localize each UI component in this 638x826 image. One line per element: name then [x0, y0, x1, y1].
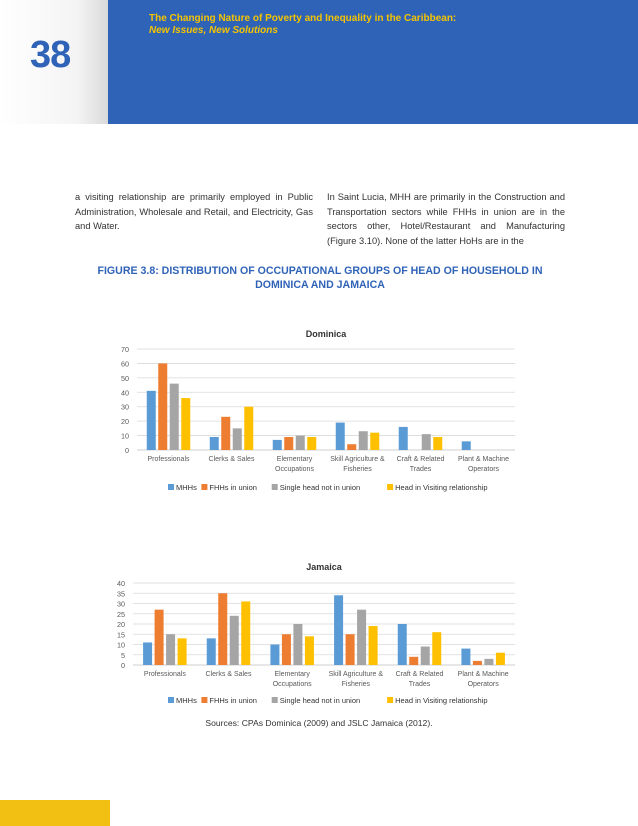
bar	[218, 593, 227, 665]
y-tick-label: 30	[117, 599, 125, 609]
book-subtitle: New Issues, New Solutions	[149, 25, 278, 36]
legend-swatch	[168, 697, 174, 703]
bar	[346, 634, 355, 665]
legend-label: Head in Visiting relationship	[395, 483, 488, 492]
body-text-left: a visiting relationship are primarily employed in Public Administration, Wholesale and Retail, and Electricity, Gas and Water.	[75, 192, 313, 232]
x-tick-label: Fisheries	[343, 466, 372, 473]
bar	[207, 638, 216, 665]
bar	[270, 645, 279, 666]
x-tick-label: Professionals	[143, 671, 186, 678]
y-tick-label: 20	[117, 620, 125, 629]
x-tick-label: Operators	[467, 466, 500, 473]
bar	[166, 634, 175, 665]
book-title: The Changing Nature of Poverty and Inequality in the Caribbean:	[149, 13, 457, 24]
bar	[496, 653, 505, 665]
figure-title-line-2: DOMINICA AND JAMAICA	[255, 279, 385, 291]
figure-source: Sources: CPAs Dominica (2009) and JSLC Jamaica (2012).	[205, 718, 433, 728]
legend-label: FHHs in union	[209, 696, 257, 705]
chart-title: Dominica	[305, 329, 347, 339]
footer-bar	[0, 800, 110, 826]
bar	[369, 626, 378, 665]
bar	[305, 636, 314, 665]
legend-swatch	[201, 697, 207, 703]
x-tick-label: Occupations	[272, 681, 312, 688]
y-tick-label: 20	[121, 417, 129, 427]
y-tick-label: 0	[121, 661, 125, 670]
legend-label: MHHs	[176, 483, 197, 492]
y-tick-label: 40	[121, 388, 129, 398]
y-tick-label: 15	[117, 630, 125, 640]
x-tick-label: Clerks & Sales	[208, 456, 255, 463]
x-tick-label: Plant & Machine	[458, 456, 509, 463]
x-tick-label: Operators	[467, 681, 499, 688]
x-tick-label: Craft & Related	[396, 456, 445, 463]
y-tick-label: 10	[121, 431, 129, 441]
legend-label: MHHs	[176, 696, 197, 705]
x-tick-label: Plant & Machine	[457, 671, 509, 678]
body-text-right: In Saint Lucia, MHH are primarily in the Construction and Transportation sectors while FHHs in union are in the sectors other, Hotel/Restaurant and Manufacturing (Figure 3.10). None of the latter HoHs are in the	[327, 192, 565, 247]
legend-swatch	[272, 697, 278, 703]
x-tick-label: Trades	[409, 466, 432, 473]
legend-label: Head in Visiting relationship	[395, 696, 488, 705]
bar	[282, 634, 291, 665]
legend-label: Single head not in union	[279, 696, 361, 705]
bar	[334, 595, 343, 665]
chart-title: Jamaica	[306, 562, 342, 572]
x-tick-label: Skill Agriculture &	[328, 671, 384, 678]
x-tick-label: Elementary	[274, 671, 310, 678]
x-tick-label: Occupations	[275, 466, 314, 473]
y-tick-label: 25	[117, 609, 125, 619]
x-tick-label: Clerks & Sales	[205, 671, 252, 678]
figure-title-line-1: FIGURE 3.8: DISTRIBUTION OF OCCUPATIONAL GROUPS OF HEAD OF HOUSEHOLD IN	[97, 265, 543, 277]
x-tick-label: Professionals	[147, 456, 190, 463]
y-tick-label: 35	[117, 589, 125, 599]
bar	[178, 638, 187, 665]
y-tick-label: 60	[121, 359, 129, 369]
bar	[461, 649, 470, 665]
y-tick-label: 10	[117, 640, 125, 650]
bar	[421, 647, 430, 665]
legend-label: FHHs in union	[209, 483, 257, 492]
legend-swatch	[387, 697, 393, 703]
y-tick-label: 30	[121, 402, 129, 412]
y-tick-label: 40	[117, 579, 125, 588]
x-tick-label: Skill Agriculture &	[330, 456, 385, 463]
bar	[230, 616, 239, 665]
bar	[357, 610, 366, 665]
page-number: 38	[30, 34, 71, 76]
x-tick-label: Craft & Related	[395, 671, 444, 678]
y-tick-label: 70	[121, 345, 129, 354]
legend-label: Single head not in union	[279, 483, 361, 492]
y-tick-label: 50	[121, 373, 129, 383]
bar	[293, 624, 302, 665]
bar	[398, 624, 407, 665]
x-tick-label: Fisheries	[341, 681, 371, 688]
x-tick-label: Trades	[408, 681, 431, 688]
bar	[155, 610, 164, 665]
bar	[484, 659, 493, 665]
bar	[143, 642, 152, 665]
x-tick-label: Elementary	[276, 456, 313, 463]
bar	[409, 657, 418, 665]
bar	[432, 632, 441, 665]
bar	[241, 601, 250, 665]
y-tick-label: 5	[121, 650, 125, 660]
bar	[473, 661, 482, 665]
y-tick-label: 0	[125, 446, 129, 455]
